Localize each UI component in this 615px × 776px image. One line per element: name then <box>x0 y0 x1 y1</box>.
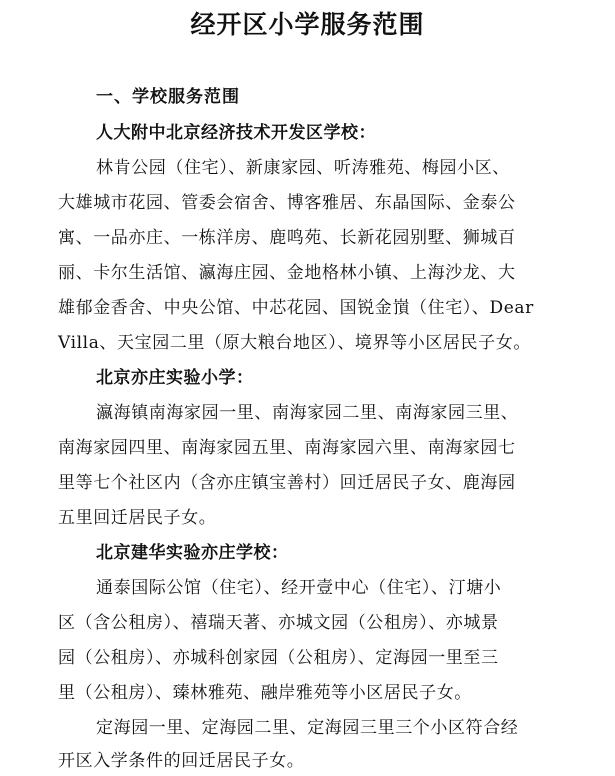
paragraph-line: 定海园一里、定海园二里、定海园三里三个小区符合经 <box>96 718 519 738</box>
school-name-yizhuang-experimental: 北京亦庄实验小学： <box>96 368 254 388</box>
paragraph-line: 园（公租房）、亦城科创家园（公租房）、定海园一里至三 <box>58 648 499 668</box>
school-name-rdfz: 人大附中北京经济技术开发区学校： <box>96 123 376 143</box>
section-heading: 一、学校服务范围 <box>96 87 240 107</box>
page-title: 经开区小学服务范围 <box>190 10 425 39</box>
paragraph-line: 通泰国际公馆（住宅）、经开壹中心（住宅）、汀塘小 <box>96 578 502 598</box>
paragraph-line: 五里回迁居民子女。 <box>58 508 217 528</box>
paragraph-line: 开区入学条件的回迁居民子女。 <box>58 751 305 771</box>
paragraph-line: 里等七个社区内（含亦庄镇宝善村）回迁居民子女、鹿海园 <box>58 473 516 493</box>
paragraph-line: 里（公租房）、臻林雅苑、融岸雅苑等小区居民子女。 <box>58 683 472 703</box>
paragraph-line: 林肯公园（住宅）、新康家园、听涛雅苑、梅园小区、 <box>96 158 510 178</box>
paragraph-line: 大雄城市花园、管委会宿舍、博客雅居、东晶国际、金泰公 <box>58 193 516 213</box>
paragraph-line: 寓、一品亦庄、一栋洋房、鹿鸣苑、长新花园别墅、狮城百 <box>58 228 516 248</box>
paragraph-line: Villa、天宝园二里（原大粮台地区）、境界等小区居民子女。 <box>58 333 531 353</box>
paragraph-line: 南海家园四里、南海家园五里、南海家园六里、南海家园七 <box>58 438 516 458</box>
school-name-jianhua-experimental: 北京建华实验亦庄学校： <box>96 543 289 563</box>
paragraph-line: 雄郁金香舍、中央公馆、中芯花园、国锐金嵿（住宅）、Dear <box>58 298 534 318</box>
paragraph-line: 区（含公租房）、禧瑞天著、亦城文园（公租房）、亦城景 <box>58 613 499 633</box>
paragraph-line: 丽、卡尔生活馆、瀛海庄园、金地格林小镇、上海沙龙、大 <box>58 263 516 283</box>
paragraph-line: 瀛海镇南海家园一里、南海家园二里、南海家园三里、 <box>96 403 519 423</box>
